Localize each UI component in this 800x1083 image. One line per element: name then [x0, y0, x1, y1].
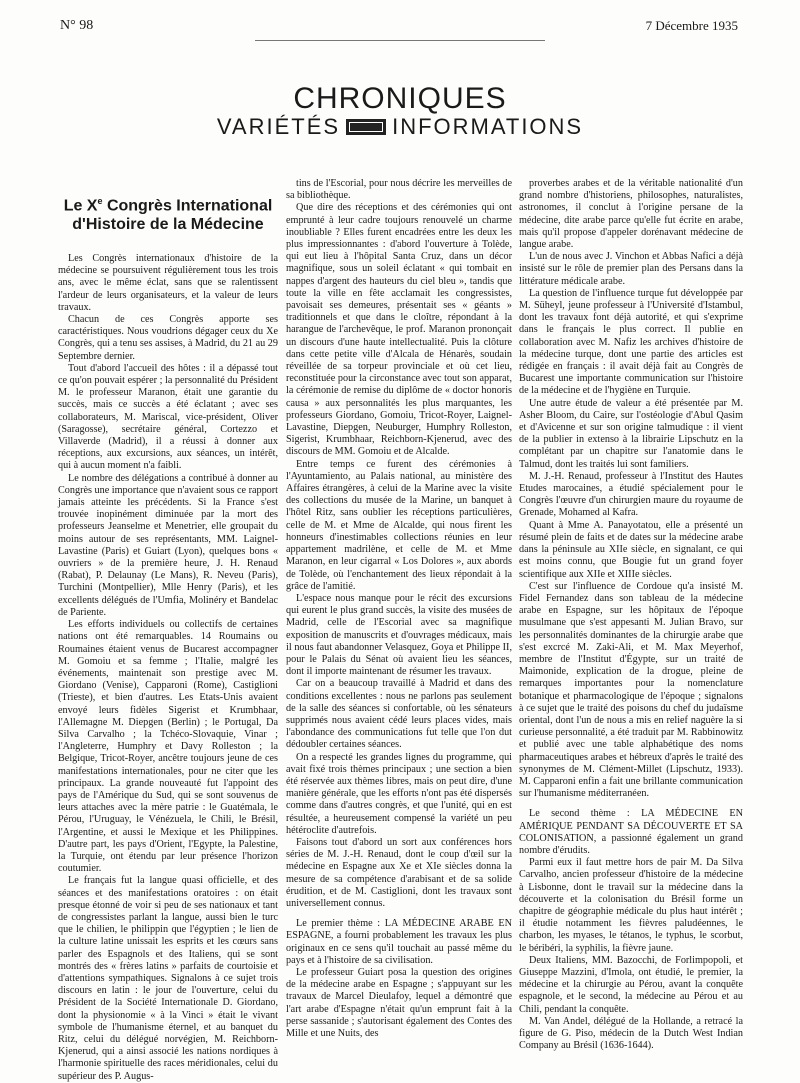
paragraph: Parmi eux il faut mettre hors de pair M. Da Silva Carvalho, ancien professeur d'histoire de la médecine à Lisbonne, dont le travail sur la médecine dans la découverte et la colonisation du Brésil forme un chapitre de géographie médicale du plus haut intérêt ; il étudie notamment les fièvres paludéennes, le charbon, les myases, le tétanos, le typhus, le scorbut, le béribéri, la syphilis, la fièvre jaune.: [519, 857, 743, 954]
paragraph: Entre temps ce furent des cérémonies à l'Ayuntamiento, au Palais national, au ministère des Affaires étrangères, à celui de la Marine avec la visite des collections du musée de la Marine, un banquet à l'hôtel Ritz, sans oublier les réceptions particulières, celle de M. et Mme de Alcalde, qui nous firent les honneurs d'inestimables collections réunies en leur appartement madrilène, et celle de M. et Mme Maranon, en leur cigarral « Los Dolores », aux abords de Tolède, où l'enchantement des lieux répondait à la grâce de l'amitié.: [286, 458, 512, 592]
ornament-icon: [346, 119, 386, 135]
masthead-left: VARIÉTÉS: [216, 114, 341, 139]
paragraph: Le second thème : LA MÉDECINE EN AMÉRIQUE PENDANT SA DÉCOUVERTE ET SA COLONISATION, a passionné également un grand nombre d'érudits.: [519, 808, 743, 856]
paragraph: L'espace nous manque pour le récit des excursions qui eurent le plus grand succès, la visite des musées de Madrid, celle de l'Escorial avec sa magnifique exposition de manuscrits et d'ouvrages médicaux, mais il nous faut abandonner Velasquez, Goya et Philippe II, pour le Palais du Sénat où avaient lieu les séances, dont il importe maintenant de résumer les travaux.: [286, 592, 512, 678]
paragraph: On a respecté les grandes lignes du programme, qui avait fixé trois thèmes principaux ; une section a bien été réservée aux thèmes libres, mais on peut dire, d'une manière générale, que les efforts n'ont pas été dispersés comme dans d'autres congrès, et que l'unité, qui en est résultée, a heureusement compensé la variété un peu hétéroclite d'autrefois.: [286, 751, 512, 836]
column-3: [519, 178, 743, 1058]
paragraph: Deux Italiens, MM. Bazocchi, de Forlimpopoli, et Giuseppe Mazzini, d'Imola, ont étudié, le premier, la médecine et la chirurgie au Pérou, avant la conquête espagnole, et le second, la médecine au Pérou et au Chili, pendant la conquête.: [519, 954, 743, 1015]
paragraph: Les Congrès internationaux d'histoire de la médecine se poursuivent régulièrement tous les trois ans, avec le même éclat, sans que se ralentissent l'ardeur de leurs organisateurs, et la valeur de leurs travaux.: [58, 253, 278, 313]
issue-date: 7 Décembre 1935: [645, 18, 738, 33]
header-rule: [255, 40, 545, 41]
paragraph: Le professeur Guiart posa la question des origines de la médecine arabe en Espagne ; s'appuyant sur les travaux de Marcel Dieulafoy, lequel a démontré que l'art arabe d'Espagne n'était qu'un emprunt fait à la perse sassanide ; s'autorisant également des Contes des Mille et une Nuits, des: [286, 967, 512, 1040]
paragraph: Le nombre des délégations a contribué à donner au Congrès une importance que n'avaient sous ce rapport jamais atteinte les précédents. Si la France s'est trouvée inopinément diminuée par la mort des professeurs Jeanselme et Menetrier, elle groupait du moins autour de ses représentants, MM. Laignel-Lavastine (Paris) et Guiart (Lyon), quelques bons « ouvriers » de la première heure, J. H. Renaud (Rabat), P. Delaunay (Le Mans), R. Neveu (Paris), Turchini (Montpellier), Mlle Henry (Paris), et les excellents délégués de l'Umfia, Molinéry et Bandelac de Pariente.: [58, 472, 278, 618]
paragraph: C'est sur l'influence de Cordoue qu'a insisté M. Fidel Fernandez dans son tableau de la médecine arabe en Espagne, sur les hôpitaux de l'époque musulmane que s'est appesanti M. Julian Bravo, sur les personnalités dominantes de la chirurgie arabe que s'est excrcé M. Zaki-Ali, et M. Max Meyerhof, membre de l'Institut d'Égypte, sur un traité de Maimonide, explication de la drogue, pleine de remarques importantes pour la nomenclature botanique et pharmacologique de l'époque ; signalons à ce sujet que le traité des poisons du chef du judaïsme oriental, dont l'un de nous a mis en relief naguère la si curieuse personnalité, a été traduit par M. Rabbinowitz et publié avec une table alphabétique des noms pharmaceutiques arabes et hébreux d'après le traité des synonymes de M. Clément-Millet (Lipschutz, 1933). M. Capparoni enfin a fait une brillante communication sur l'humanisme méditerranéen.: [519, 580, 743, 800]
paragraph: M. Van Andel, délégué de la Hollande, a retracé la figure de G. Piso, médecin de la Dutch West Indian Company au Brésil (1636-1644).: [519, 1015, 743, 1052]
paragraph: Tout d'abord l'accueil des hôtes : il a dépassé tout ce qu'on pouvait espérer ; la personnalité du Président M. le professeur Maranon, était une garantie du succès, mais ce succès a été éclatant ; avec ses collaborateurs, M. Mariscal, vice-président, Oliver (Saragosse), secrétaire général, Cortezzo et Villaverde (Madrid), il a réussi à donner aux réceptions, aux excursions, aux séances, un intérêt, qui à aucun moment n'a faibli.: [58, 362, 278, 472]
paragraph: La question de l'influence turque fut développée par M. Süheyl, jeune professeur à l'Université d'Istambul, dont les travaux font déjà autorité, et qui s'exprime dans le français le plus correct. Il publie en collaboration avec M. Nafiz les archives d'histoire de la médecine turque, dont une partie des articles est rédigée en français : il avait déjà fait au Congrès de Bucarest une importante communication sur l'histoire de la médecine et de l'hygiène en Turquie.: [519, 287, 743, 397]
paragraph: Quant à Mme A. Panayotatou, elle a présenté un résumé plein de faits et de dates sur la médecine arabe dans la péninsule au XIIe siècle, en signalant, ce qui est moins connu, que Bougie fut un grand foyer scientifique aux XIIe et XIIIe siècles.: [519, 519, 743, 580]
column-1: [58, 253, 278, 1082]
paragraph: Que dire des réceptions et des cérémonies qui ont emprunté à leur cadre toujours renouvelé un charme inoubliable ? Elles furent encadrées entre les deux les plus impressionnantes : d'abord l'ouverture à Tolède, qui eut lieu à l'hôpital Santa Cruz, dans un décor magnifique, sous un soleil éclatant « qui tombait en nappes d'argent des hauteurs du ciel bleu », tandis que toute la ville en fête acclamait les congressistes, pavoisait ses demeures, présentait ses « géants » traditionnels et que dans le cloître, répondant à la harangue de l'archevêque, le prof. Maranon prononçait un discours d'une haute intellectualité. Puis la clôture dans cette petite ville d'Alcala de Hénarès, soudain réveillée de sa torpeur provinciale et où cet lieu, reconstituée pour la circonstance avec tout son apparat, la cérémonie de remise du diplôme de « doctor honoris causa » aux personnalités les plus marquantes, les professeurs Giordano, Gomoiu, Tricot-Royer, Laignel-Lavastine, Diepgen, Neuburger, Humphry Rolleston, Sigerist, Krumbhaar, Reichborn-Kjenerud, avec des discours de MM. Gomoiu et de Alcalde.: [286, 202, 512, 458]
paragraph: Car on a beaucoup travaillé à Madrid et dans des conditions excellentes : nous ne parlons pas seulement de la salle des séances si confortable, où les sénateurs supprimés nous avaient cédé leurs places vides, mais l'abondance des communications fut telle que l'on dut dédoubler certaines séances.: [286, 678, 512, 751]
paragraph: Faisons tout d'abord un sort aux conférences hors séries de M. J.-H. Renaud, dont le coup d'œil sur la médecine en Espagne aux Xe et XIe siècles donna la mesure de sa compétence d'arabisant et de sa solide érudition, et de M. Castiglioni, dont les travaux sont universellement connus.: [286, 836, 512, 909]
paragraph: Chacun de ces Congrès apporte ses caractéristiques. Nous voudrions dégager ceux du Xe Congrès, qui a tenu ses assises, à Madrid, du 21 au 29 Septembre dernier.: [58, 314, 278, 362]
paragraph: Le français fut la langue quasi officielle, et des séances et des manifestations oratoires : on était presque étonné de voir si peu de ses nationaux et tant de congressistes parlant la langue, aussi bien le turc que le chilien, le philippin que l'égyptien ; le lien de la culture latine unissait les esprits et les cœurs sans parler des Espagnols et des Italiens, qui se sont montrés des « frères latins » parfaits de courtoisie et d'attentions sympathiques. Signalons à ce sujet trois discours en latin : le jour de l'ouverture, celui du Président de la Société Internationale D. Giordano, dont la physionomie « à la Vinci » était le vivant symbole de l'humanisme éternel, et au banquet du Ritz, celui du délégué norvégien, M. Reichborn-Kjenerud, qui a ainsi associé les nations nordiques à l'harmonie spirituelle des races méridionales, celui du supérieur des P. Augus-: [58, 875, 278, 1082]
masthead-title: CHRONIQUES: [293, 82, 507, 115]
paragraph: Une autre étude de valeur a été présentée par M. Asher Bloom, du Caire, sur l'ostéologie d'Abul Qasim et d'Avicenne et sur son origine talmudique : il vient de la publier in extenso à la librairie Lipschutz en la complétant par un chapitre sur l'anatomie dans le Talmud, dont les traités lui sont familiers.: [519, 397, 743, 470]
article-title: Le Xe Congrès International d'Histoire de la Médecine: [63, 196, 273, 234]
paragraph: Les efforts individuels ou collectifs de certaines nations ont été remarquables. 14 Roumains ou Roumaines étaient venus de Bucarest accompagner M. Gomoiu et sa femme ; l'Italie, malgré les événements, maintenait son prestige avec M. Giordano (Venise), Capparoni (Rome), Castiglioni (Trieste), et bien d'autres. Les Etats-Unis avaient envoyé leurs fidèles Sigerist et Krumbhaar, l'Allemagne M. Diepgen (Berlin) ; le Portugal, Da Silva Carvalho ; la Tchéco-Slovaquie, Vinar ; l'Angleterre, Humphry et Davy Rolleston ; la Belgique, Tricot-Royer, ancêtre toujours jeune de ces manifestations internationales, pour ne citer que les principaux. La grande nouveauté fut l'appoint des pays de l'Amérique du Sud, qui se sont souvenus de leurs attaches avec la mère patrie : le Guatémala, le Pérou, l'Uruguay, le Vénézuela, le Chili, le Brésil, l'Argentine, et aussi le Mexique et les Philippines. D'autre part, les pays d'Orient, l'Egypte, la Palestine, la Turquie, ont étendu par leur présence l'horizon coutumier.: [58, 619, 278, 875]
masthead-subtitle: [0, 114, 800, 140]
page-header: [0, 18, 800, 42]
paragraph: tins de l'Escorial, pour nous décrire les merveilles de sa bibliothèque.: [286, 178, 512, 202]
issue-number: N° 98: [60, 18, 94, 33]
paragraph: L'un de nous avec J. Vinchon et Abbas Nafici a déjà insisté sur le rôle de premier plan des Persans dans la littérature médicale arabe.: [519, 251, 743, 287]
masthead-right: INFORMATIONS: [392, 114, 584, 139]
paragraph: M. J.-H. Renaud, professeur à l'Institut des Hautes Etudes marocaines, a étudié spécialement pour le Congrès l'œuvre d'un chirurgien maure du royaume de Grenade, Mohamed al Kafra.: [519, 470, 743, 519]
paragraph: proverbes arabes et de la véritable nationalité d'un grand nombre d'historiens, philosophes, naturalistes, astronomes, il conclut à l'origine persane de la médecine, dite arabe parce qu'elle fut écrite en arabe, mais qu'il propose d'appeler dorénavant médecine de langue arabe.: [519, 178, 743, 251]
column-2: [286, 178, 512, 1058]
paragraph: Le premier thème : LA MÉDECINE ARABE EN ESPAGNE, a fourni probablement les travaux les plus originaux en ce sens qu'il touchait au passé même du pays et à l'histoire de sa civilisation.: [286, 918, 512, 966]
paragraph-gap: [286, 910, 512, 918]
